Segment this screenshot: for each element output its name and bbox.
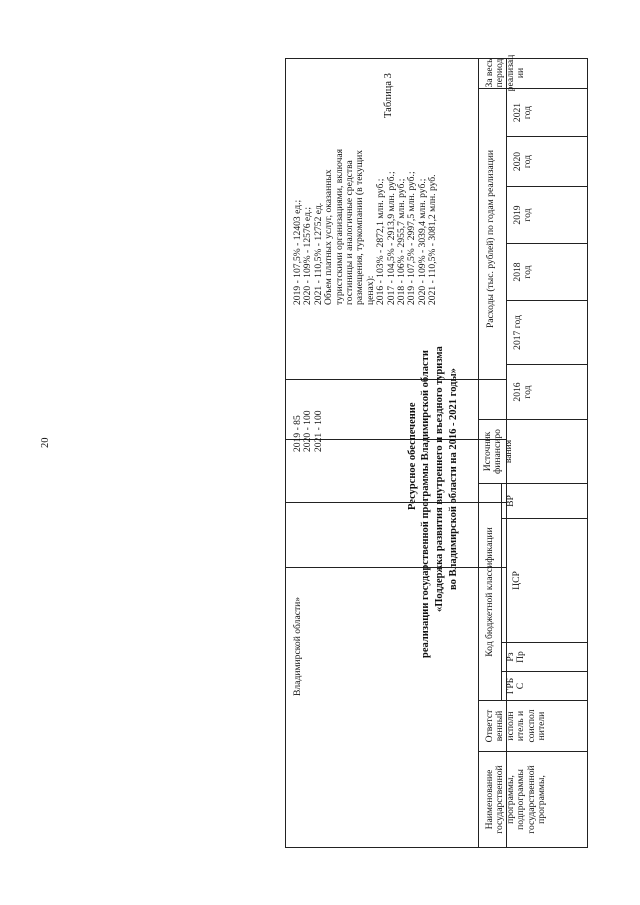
heading-line-1: Ресурсное обеспечение — [407, 402, 418, 510]
header-grbs-line: С — [515, 682, 527, 690]
header-source-line: финансиро — [492, 429, 504, 474]
header-name-line: Наименование — [484, 769, 495, 830]
year-line: год — [522, 385, 534, 399]
header-responsible-cell — [478, 700, 588, 752]
header-year-2016 — [506, 364, 588, 420]
year-line: 2018 — [512, 262, 523, 282]
indicator-line: 2018 - 106% - 2955,7 млн. руб.; — [396, 178, 408, 305]
header-expenses: Расходы (тыс. рублей) по годам реализации — [478, 58, 507, 420]
indicator-line: 2019 - 107,5% - 12403 ед.; — [292, 199, 303, 305]
heading-line-2: реализации государственной программы Владимирской области — [420, 350, 431, 658]
header-total-line: период — [494, 58, 506, 88]
year-line: год — [522, 105, 534, 120]
upper-table — [285, 58, 507, 848]
indicator-line: туристскими организациями, включая — [333, 148, 345, 305]
plan-values — [293, 410, 324, 452]
header-responsible-line: исполн — [504, 711, 516, 741]
indicator-line: 2020 - 109% - 12576 ед.; — [302, 206, 314, 305]
col-executor — [285, 502, 507, 568]
indicator-line: 2021 - 110,5% - 12752 ед. — [312, 202, 324, 305]
header-name-line: подпрограммы — [515, 769, 527, 830]
header-rz-pr-line: Пр — [515, 651, 527, 663]
header-total-cell — [478, 54, 588, 92]
plan-value: 2020 - 100 — [302, 410, 314, 452]
header-total-line: ии — [515, 67, 527, 79]
header-source-cell — [478, 419, 588, 484]
header-grbs — [501, 671, 588, 701]
indicator-line: 2016 - 103% - 2872,1 млн. руб.; — [375, 178, 387, 305]
header-responsible-line: Ответст — [484, 709, 495, 743]
header-year-2019 — [506, 186, 588, 244]
header-year-2020 — [506, 136, 588, 187]
header-responsible-line: нители — [536, 711, 548, 741]
year-line: год — [522, 154, 534, 169]
indicator-line: 2017 - 104,5% - 2913,9 млн. руб.; — [385, 171, 397, 305]
indicator-line: 2020 - 109% - 3039,4 млн. руб.; — [416, 178, 428, 305]
page-number: 20 — [40, 437, 51, 448]
resource-table — [478, 54, 588, 848]
table-label: Таблица 3 — [383, 73, 394, 118]
indicator-values — [293, 149, 439, 305]
heading-line-3: «Поддержка развития внутреннего и въездного туризма — [434, 346, 445, 612]
header-csr: ЦСР — [501, 518, 588, 643]
header-total-line: реализац — [504, 54, 516, 92]
header-total-line: За весь — [484, 58, 495, 88]
plan-value: 2019 - 85 — [292, 415, 303, 452]
header-grbs-line: ГРБ — [505, 677, 516, 695]
heading-line-4: во Владимирской области на 2016 - 2021 годы» — [448, 368, 459, 590]
year-line: 2020 — [512, 151, 523, 172]
header-source-line: Источник — [482, 431, 493, 472]
year-line: 2017 год — [512, 315, 523, 350]
year-line: год — [522, 208, 534, 222]
year-line: 2021 — [512, 102, 523, 123]
year-line: 2016 — [512, 382, 523, 402]
header-name-cell — [478, 751, 588, 848]
header-year-2017 — [506, 300, 588, 365]
header-rz-pr — [501, 642, 588, 672]
header-name-line: программы, — [504, 775, 516, 824]
program-name-fragment: Владимирской области» — [292, 596, 303, 696]
header-year-2018 — [506, 243, 588, 301]
header-source-line: вания — [502, 439, 514, 464]
indicator-line: ценах): — [364, 275, 376, 305]
indicator-line: 2019 - 107,5% - 2997,5 млн. руб.; — [406, 171, 418, 305]
header-name-line: государственной — [525, 765, 537, 834]
year-line: 2019 — [512, 205, 523, 225]
plan-value: 2021 - 100 — [312, 410, 324, 452]
header-vr: ВР — [501, 483, 588, 519]
indicator-line: 2021 - 110,5% - 3081,2 млн. руб. — [427, 174, 439, 305]
col-program — [285, 567, 507, 848]
year-line: год — [522, 265, 534, 279]
indicator-line: размещения, туркомпании (в текущих — [354, 149, 366, 305]
header-responsible-line: соиспол — [525, 709, 537, 743]
header-responsible-line: венный — [494, 710, 506, 742]
header-responsible-line: итель и — [515, 710, 527, 742]
header-rz-pr-line: Рз — [505, 652, 516, 662]
header-name-line: государственной — [494, 765, 506, 834]
header-budget-code: Код бюджетной классификации — [478, 483, 502, 701]
indicator-line: гостиницы и аналогичные средства — [344, 160, 356, 305]
header-name-line: программы, — [536, 775, 548, 824]
indicator-line: Объем платных услуг, оказанных — [323, 169, 335, 305]
